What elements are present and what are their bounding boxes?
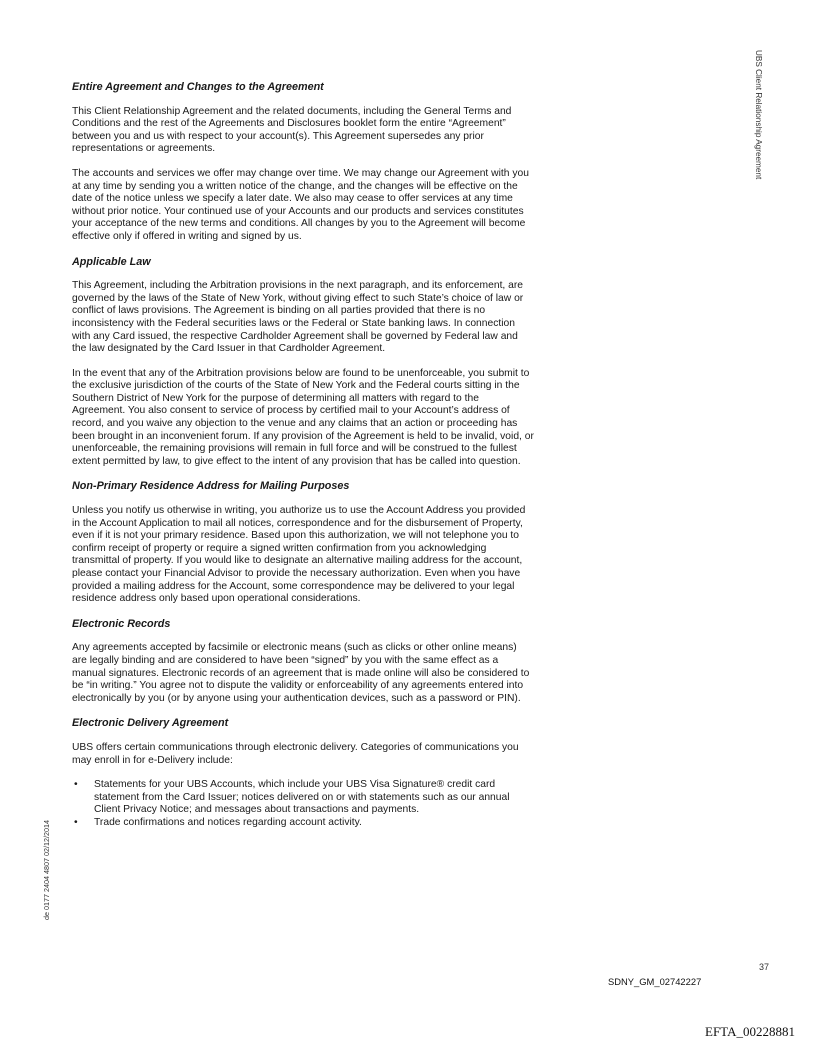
section-heading: Applicable Law [72, 255, 151, 268]
section-electronic-delivery [72, 717, 534, 829]
section-electronic-records [72, 618, 534, 706]
bates-number: SDNY_GM_02742227 [608, 976, 702, 987]
paragraph: The accounts and services we offer may change over time. We may change our Agreement with you at any time by sending you a written notice of the change, and the changes will be effective on the date of the notice unless we specify a later date. We also may cease to offer services at any time without prior notice. Your continued use of your Accounts and our products and services constitutes your acceptance of the new terms and conditions. All changes by you to the Agreement will become effective only if offered in writing and signed by us. [72, 167, 529, 242]
document-body [72, 81, 534, 830]
efta-number: EFTA_00228881 [705, 1024, 795, 1039]
section-applicable-law [72, 256, 534, 469]
bullet-item: • Trade confirmations and notices regarding account activity. [72, 817, 534, 830]
paragraph: Any agreements accepted by facsimile or electronic means (such as clicks or other online means) are legally binding and are considered to have been “signed” by you with the same effect as a manual signatures. Electronic records of an agreement that is made online will also be considered to be “in writing.” You agree not to dispute the validity or enforceability of any agreements entered into electronically by you (or by anyone using your authentication devices, such as a password or PIN). [72, 642, 530, 704]
paragraph: This Agreement, including the Arbitration provisions in the next paragraph, and its enforcement, are governed by the laws of the State of New York, without giving effect to such State’s choice of law or conflict of laws provisions. The Agreement is binding on all parties provided that there is no inconsistency with the Federal securities laws or the Federal or State banking laws. In connection with any Card issued, the respective Cardholder Agreement shall be governed by Federal law and the law designated by the Card Issuer in that Cardholder Agreement. [72, 280, 524, 355]
section-heading: Electronic Delivery Agreement [72, 717, 229, 730]
bullet-list [72, 779, 534, 829]
paragraph: UBS offers certain communications through electronic delivery. Categories of communications you may enroll in for e-Delivery include: [72, 741, 519, 766]
paragraph: In the event that any of the Arbitration provisions below are found to be unenforceable, you submit to the exclusive jurisdiction of the courts of the State of New York and the Federal courts sitting in the Southern District of New York for the purpose of determining all matters with regard to the Agreement. You also consent to service of process by certified mail to your Account’s address of record, and you waive any objection to the venue and any claims that an action or proceeding has been brought in an inconvenient forum. If any provision of the Agreement is held to be invalid, void, or unenforceable, the remaining provisions will remain in full force and will be construed to the fullest extent permitted by law, to give effect to the intent of any provision that has be called into question. [72, 367, 534, 467]
side-document-title: UBS Client Relationship Agreement [754, 50, 763, 180]
section-non-primary-residence [72, 480, 534, 605]
paragraph: This Client Relationship Agreement and the related documents, including the General Terms and Conditions and the rest of the Agreements and Disclosures booklet form the entire “Agreement” between you and us with respect to your account(s). This Agreement supersedes any prior representations or agreements. [72, 105, 512, 155]
section-heading: Entire Agreement and Changes to the Agreement [72, 81, 324, 93]
side-document-stamp: de 0177 2404 4807 02/12/2014 [42, 820, 51, 920]
paragraph: Unless you notify us otherwise in writing, you authorize us to use the Account Address you provided in the Account Application to mail all notices, correspondence and for the disbursement of Property, even if it is not your primary residence. Based upon this authorization, we will not telephone you to confirm receipt of property or require a signed written confirmation from you acknowledging transmittal of property. If you would like to designate an alternative mailing address for the account, please contact your Financial Advisor to provide the necessary authorization. Even when you have provided a mailing address for the Account, some correspondence may be delivered to your legal residence address only based upon operational considerations. [72, 505, 526, 605]
bullet-item: • Statements for your UBS Accounts, which include your UBS Visa Signature® credit card statement from the Card Issuer; notices delivered on or with statements such as our annual Client Privacy Notice; and messages about transactions and payments. [72, 779, 534, 817]
section-entire-agreement [72, 81, 534, 244]
page-number: 37 [759, 962, 770, 972]
section-heading: Electronic Records [72, 617, 171, 630]
section-heading: Non-Primary Residence Address for Mailing Purposes [72, 480, 350, 493]
